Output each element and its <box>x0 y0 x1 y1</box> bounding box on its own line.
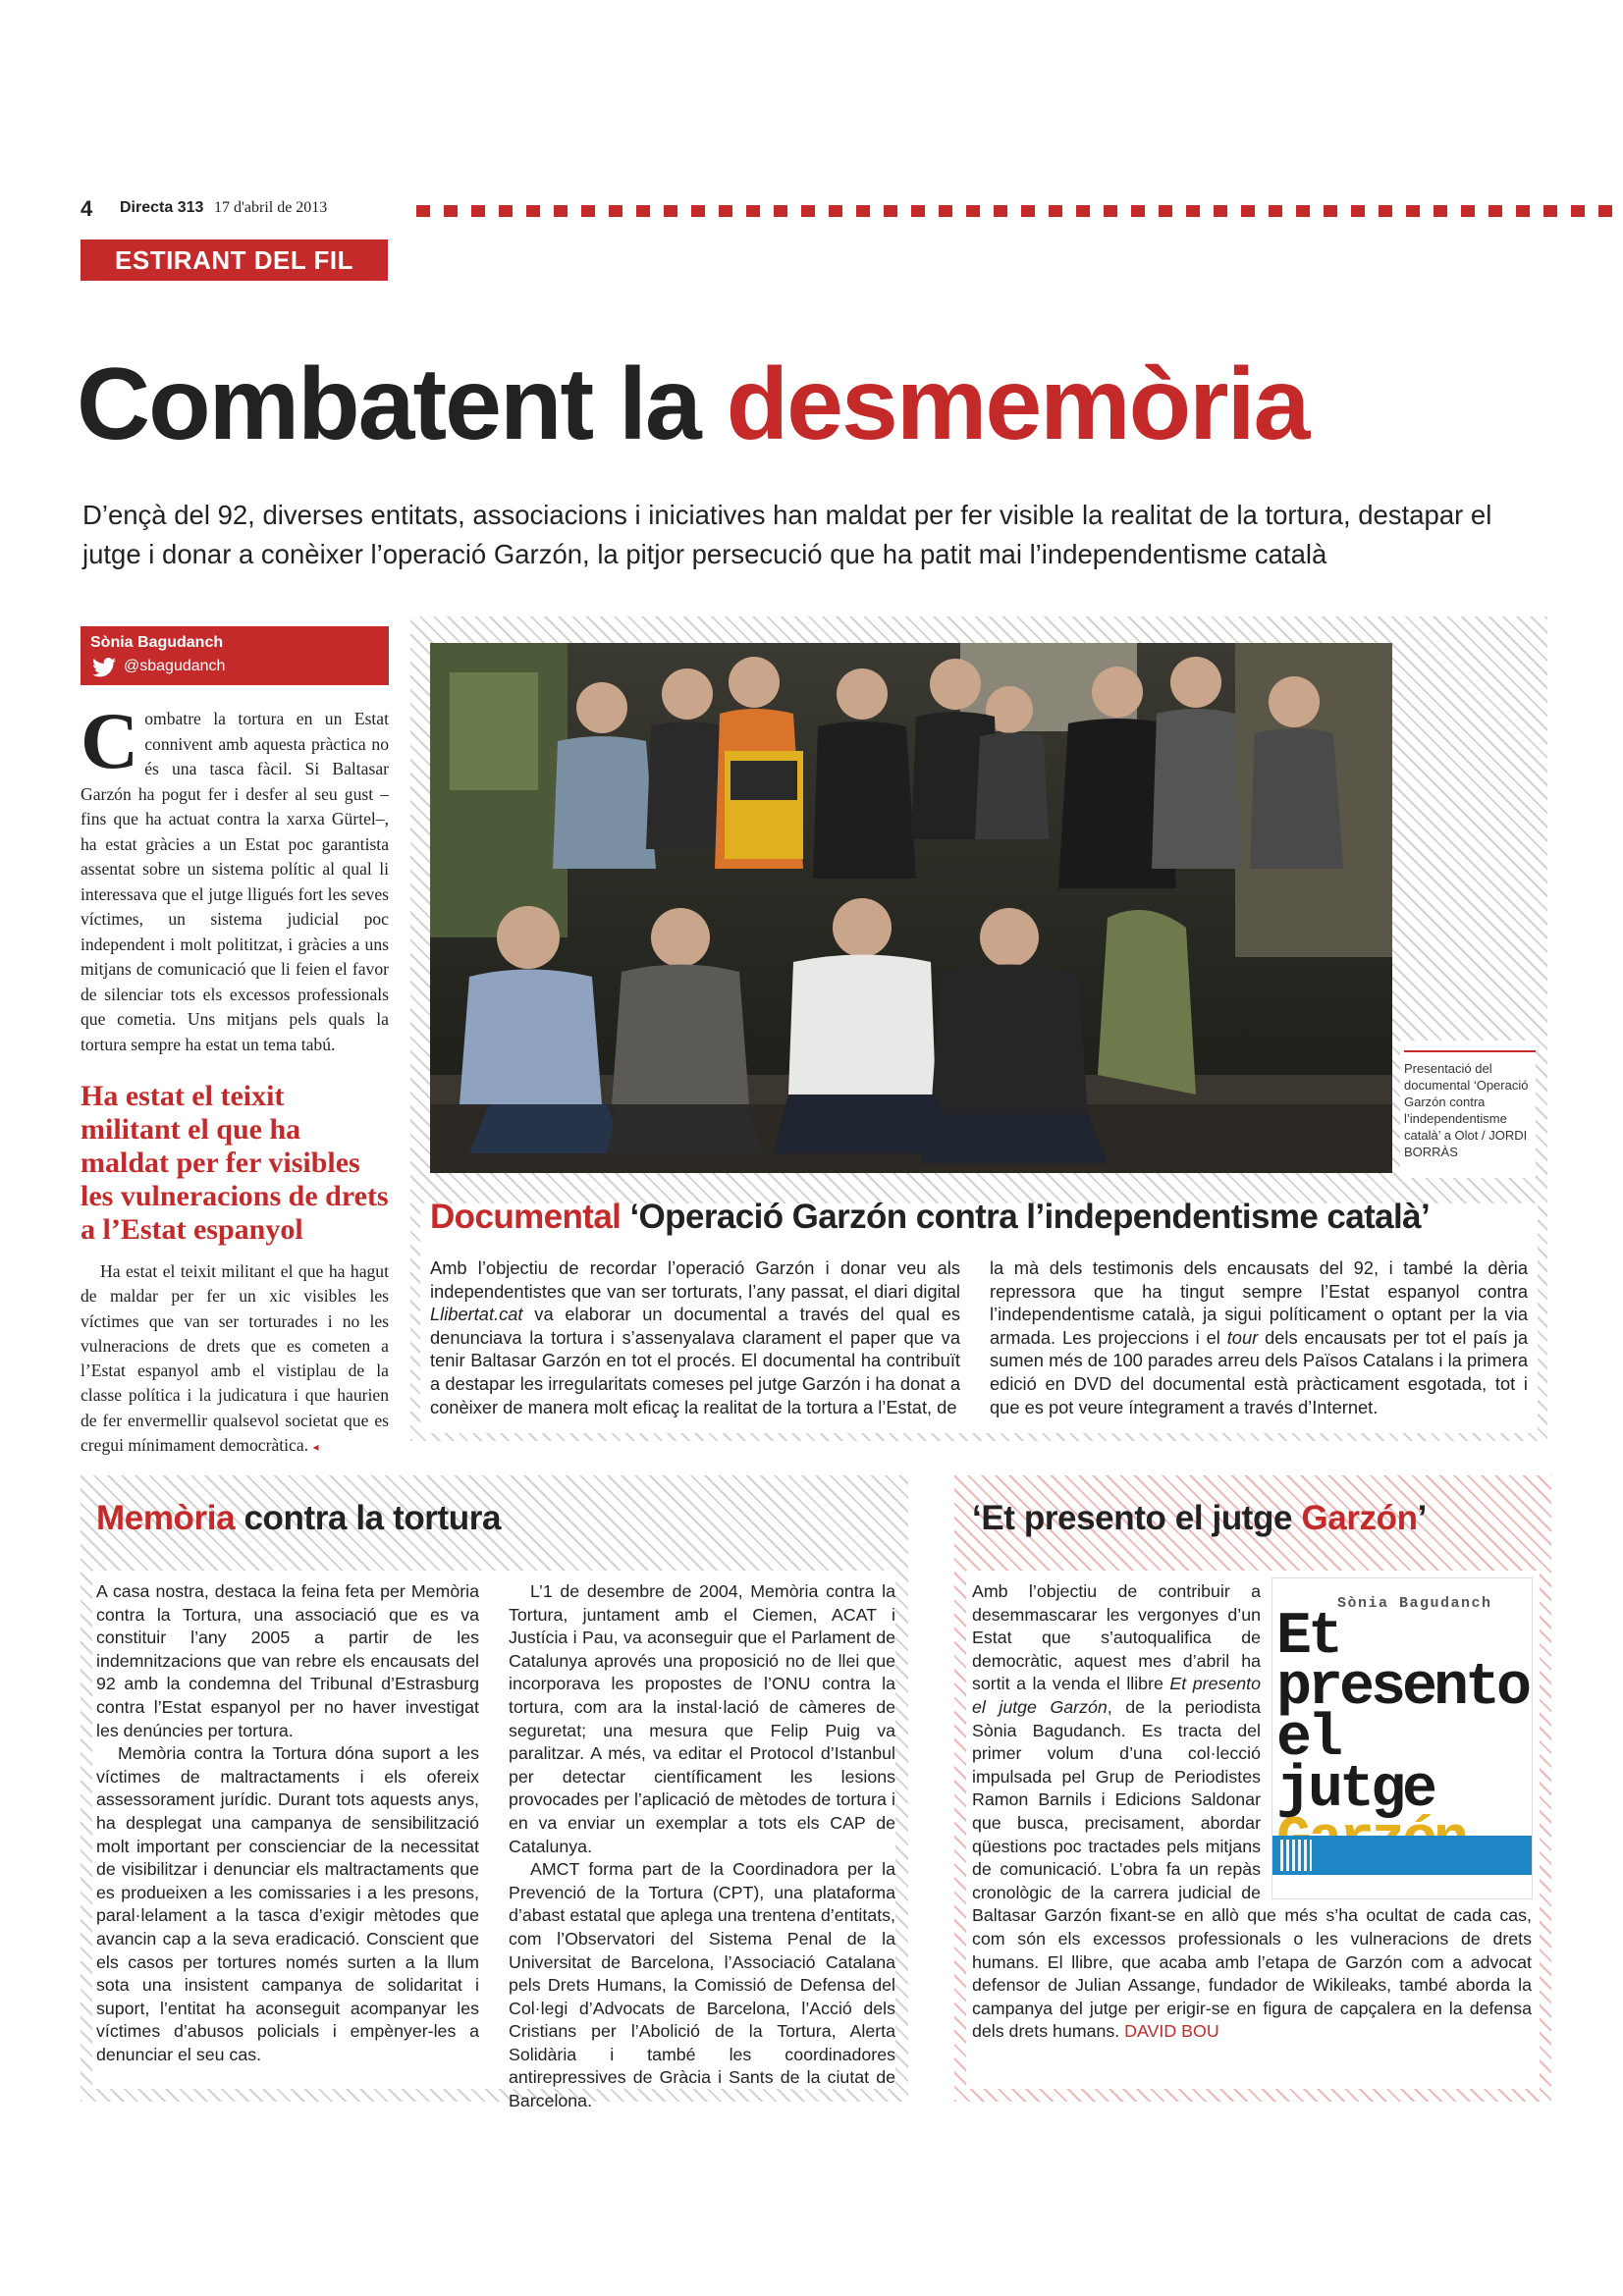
memoria-heading-black: contra la tortura <box>235 1499 502 1537</box>
documental-p1-text-a: Amb l’objectiu de recordar l’operació Garzón i donar veu als independentistes que van ser torturats, l’any passat, el diari digital <box>430 1257 960 1302</box>
book-text-a: Amb l’objectiu de contribuir a desemmascarar les vergonyes d’un Estat que s’autoqualifica de democràtic, aquest mes d’abril ha sortit a la venda el llibre <box>972 1581 1261 1694</box>
headline-part1: Combatent la <box>77 347 700 461</box>
twitter-icon <box>92 658 116 677</box>
documental-p2-text-a: la mà dels testimonis dels encausats del 92, i també la dèria repressora que ha tingut sempre l’Estat espanyol contra l’independentisme català, ja sigui políticament o optant per la via armada. Les projeccions i el <box>990 1257 1528 1348</box>
documental-p2-text-b: dels encausats per tot el país ja sumen més de 100 parades arreu dels Països Catalans i la primera edició en DVD del documental està pràcticament esgotada, tot i que es pot veure íntegrament a través d’Internet. <box>990 1326 1529 1417</box>
lead-paragraph-text: ombatre la tortura en un Estat connivent amb aquesta pràctica no és una tasca fàcil. Si Baltasar Garzón ha pogut fer i desfer al seu gust –fins que ha actuat contra la xarxa Gürtel–, ha estat gràcies a un Estat poc garantista assentat sobre un sistema polític al qual li interessava que el jutge lligués fort les seves víctimes, un sistema judicial poc independent i molt polititzat, i gràcies a uns mitjans de comunicació que li feien el favor de silenciar tots els excessos professionals que cometia. Uns mitjans pels quals la tortura sempre ha estat un tema tabú. <box>81 709 389 1054</box>
pull-quote: Ha estat el teixit militant el que ha maldat per fer visibles les vulneracions de drets a l’Estat espanyol <box>81 1080 389 1246</box>
book-paragraph <box>972 1580 1532 2044</box>
book-heading <box>972 1499 1427 1538</box>
book-cover-title-line: Et <box>1276 1604 1340 1671</box>
header-dotted-rule <box>416 205 1622 217</box>
memoria-column-1 <box>96 1580 479 2066</box>
memoria-heading <box>96 1499 501 1538</box>
book-cover-title-line: el <box>1276 1706 1340 1773</box>
memoria-column-2 <box>509 1580 895 2113</box>
memoria-c1-paragraph-1: A casa nostra, destaca la feina feta per Memòria contra la Tortura, una associació que es va constituir l’any 2005 a partir de les indemnitzacions que van rebre els encausats del 92 amb la condemna del Tribunal d’Estrasburg contra l’Estat espanyol per no haver investigat les denúncies per tortura. <box>96 1581 479 1740</box>
book-heading-red: Garzón <box>1301 1499 1418 1537</box>
book-byline: DAVID BOU <box>1124 2021 1219 2042</box>
standfirst: D’ençà del 92, diverses entitats, associacions i iniciatives han maldat per fer visible la realitat de la tortura, destapar el jutge i donar a conèixer l’operació Garzón, la pitjor persecució que ha patit mai l’independentisme català <box>82 500 1492 569</box>
qr-code-icon <box>1280 1840 1312 1871</box>
documental-heading <box>430 1198 1430 1237</box>
book-heading-black: ‘Et presento el jutge <box>972 1499 1302 1537</box>
page-number: 4 <box>81 196 93 221</box>
documental-heading-red: Documental <box>430 1198 622 1236</box>
memoria-c1-paragraph-2: Memòria contra la Tortura dóna suport a les víctimes de maltractaments i els ofereix assessorament jurídic. Durant tots aquests anys, ha desplegat una campanya de sensibilització molt important per conscienciar de la necessitat de visibilitzar i denunciar els maltractaments que es produeixen a les comissaries i a les presons, paral·lelament a la tasca d’exigir mètodes que avancin cap a la seva eradicació. Conscient que els casos per tortures només surten a la llum sota una insistent campanya de solidaritat i suport, l’entitat ha aconseguit acompanyar les víctimes d’abusos policials i empènyer-les a denunciar el seu cas. <box>96 1743 479 2064</box>
documental-p1-emphasis: Llibertat.cat <box>430 1304 523 1325</box>
book-title-emphasis: Et presento el jutge Garzón <box>972 1674 1261 1717</box>
book-cover-author: Sònia Bagudanch <box>1337 1595 1492 1612</box>
book-cover-image <box>1272 1578 1532 1898</box>
book-cover-title-line: jutge <box>1276 1757 1434 1824</box>
drop-cap: C <box>81 696 139 785</box>
issue-date: 17 d'abril de 2013 <box>214 199 328 216</box>
book-cover-title <box>1276 1604 1529 1867</box>
documental-paragraph-1 <box>430 1256 960 1418</box>
book-heading-end: ’ <box>1417 1499 1427 1537</box>
end-mark-icon: ◂ <box>312 1440 319 1455</box>
author-name: Sònia Bagudanch <box>90 634 224 651</box>
memoria-c2-paragraph-1: L’1 de desembre de 2004, Memòria contra la Tortura, juntament amb el Ciemen, ACAT i Justícia i Pau, va aconseguir que el Parlament de Catalunya aprovés una proposició no de llei que incorporava les propostes de l’ONU contra la tortura, com ara la instal·lació de càmeres de seguretat; una mesura que Felip Puig va paralitzar. A més, va editar el Protocol d’Istanbul per detectar científicament les lesions provocades per l’aplicació de mètodes de tortura i en va enviar un exemplar a tots els CAP de Catalunya. <box>509 1581 895 1856</box>
memoria-c2-paragraph-2: AMCT forma part de la Coordinadora per la Prevenció de la Tortura (CPT), una plataforma d’abast estatal que aplega una trentena d’entitats, com l’Observatori del Sistema Penal de la Universitat de Barcelona, l’Associació Catalana pels Drets Humans, la Comissió de Defensa del Col·legi d’Advocats de Barcelona, l’Acció dels Cristians per l’Abolició de la Tortura, Alerta Solidària i també les coordinadores antirepressives de Gràcia i Sants de la ciutat de Barcelona. <box>509 1859 895 2111</box>
author-handle: @sbagudanch <box>124 658 226 674</box>
section-label: ESTIRANT DEL FIL <box>81 240 388 281</box>
left-paragraph-2 <box>81 1259 389 1460</box>
book-text-b: , de la periodista Sònia Bagudanch. Es tracta del primer volum d’una col·lecció impulsada pel Grup de Periodistes Ramon Barnils i Edicions Saldonar que busca, precisament, abordar qüestions poc tractades pels mitjans de comunicació. L’obra fa un repàs cronològic de la carrera judicial de Baltasar Garzón fixant-se en allò que més s’ha ocultat de cada cas, com són els excessos professionals o les vulneracions de drets humans. El llibre, que acaba amb l’etapa de Garzón com a advocat defensor de Julian Assange, fundador de Wikileaks, també aborda la campanya del jutge per erigir-se en figura de capçalera en la defensa dels drets humans. <box>972 1696 1532 2042</box>
left-paragraph-2-text: Ha estat el teixit militant el que ha hagut de maldar per fer un xic visibles les víctimes que van ser torturades i no les vulneracions de drets que es cometen a l’Estat espanyol amb el vistiplau de la classe política i la judicatura i que haurien de fer envermellir qualsevol societat que es cregui mínimament democràtica. <box>81 1261 389 1456</box>
documental-p2-emphasis: tour <box>1226 1326 1259 1348</box>
headline-part2: desmemòria <box>726 347 1309 461</box>
documental-paragraph-2 <box>990 1256 1528 1418</box>
book-cover-title-line: presento <box>1276 1655 1529 1722</box>
documental-heading-title: ‘Operació Garzón contra l’independentisme català’ <box>629 1198 1431 1236</box>
photo-caption: Presentació del documental ‘Operació Garzón contra l’independentisme català’ a Olot / JORDI BORRÀS <box>1404 1061 1529 1159</box>
group-photo <box>430 643 1392 1173</box>
headline <box>77 347 1309 461</box>
memoria-heading-red: Memòria <box>96 1499 236 1537</box>
documental-p1-text-b: va elaborar un documental a través del qual es denunciava la tortura i s’assenyalava clarament el paper que va tenir Baltasar Garzón en tot el procés. El documental ha contribuït a destapar les irregularitats comeses pel jutge Garzón i ha donat a conèixer de manera molt eficaç la realitat de la tortura a l’Estat, de <box>430 1304 960 1417</box>
caption-rule <box>1404 1050 1536 1052</box>
publication-name: Directa 313 <box>120 199 204 216</box>
lead-paragraph <box>81 696 389 1057</box>
